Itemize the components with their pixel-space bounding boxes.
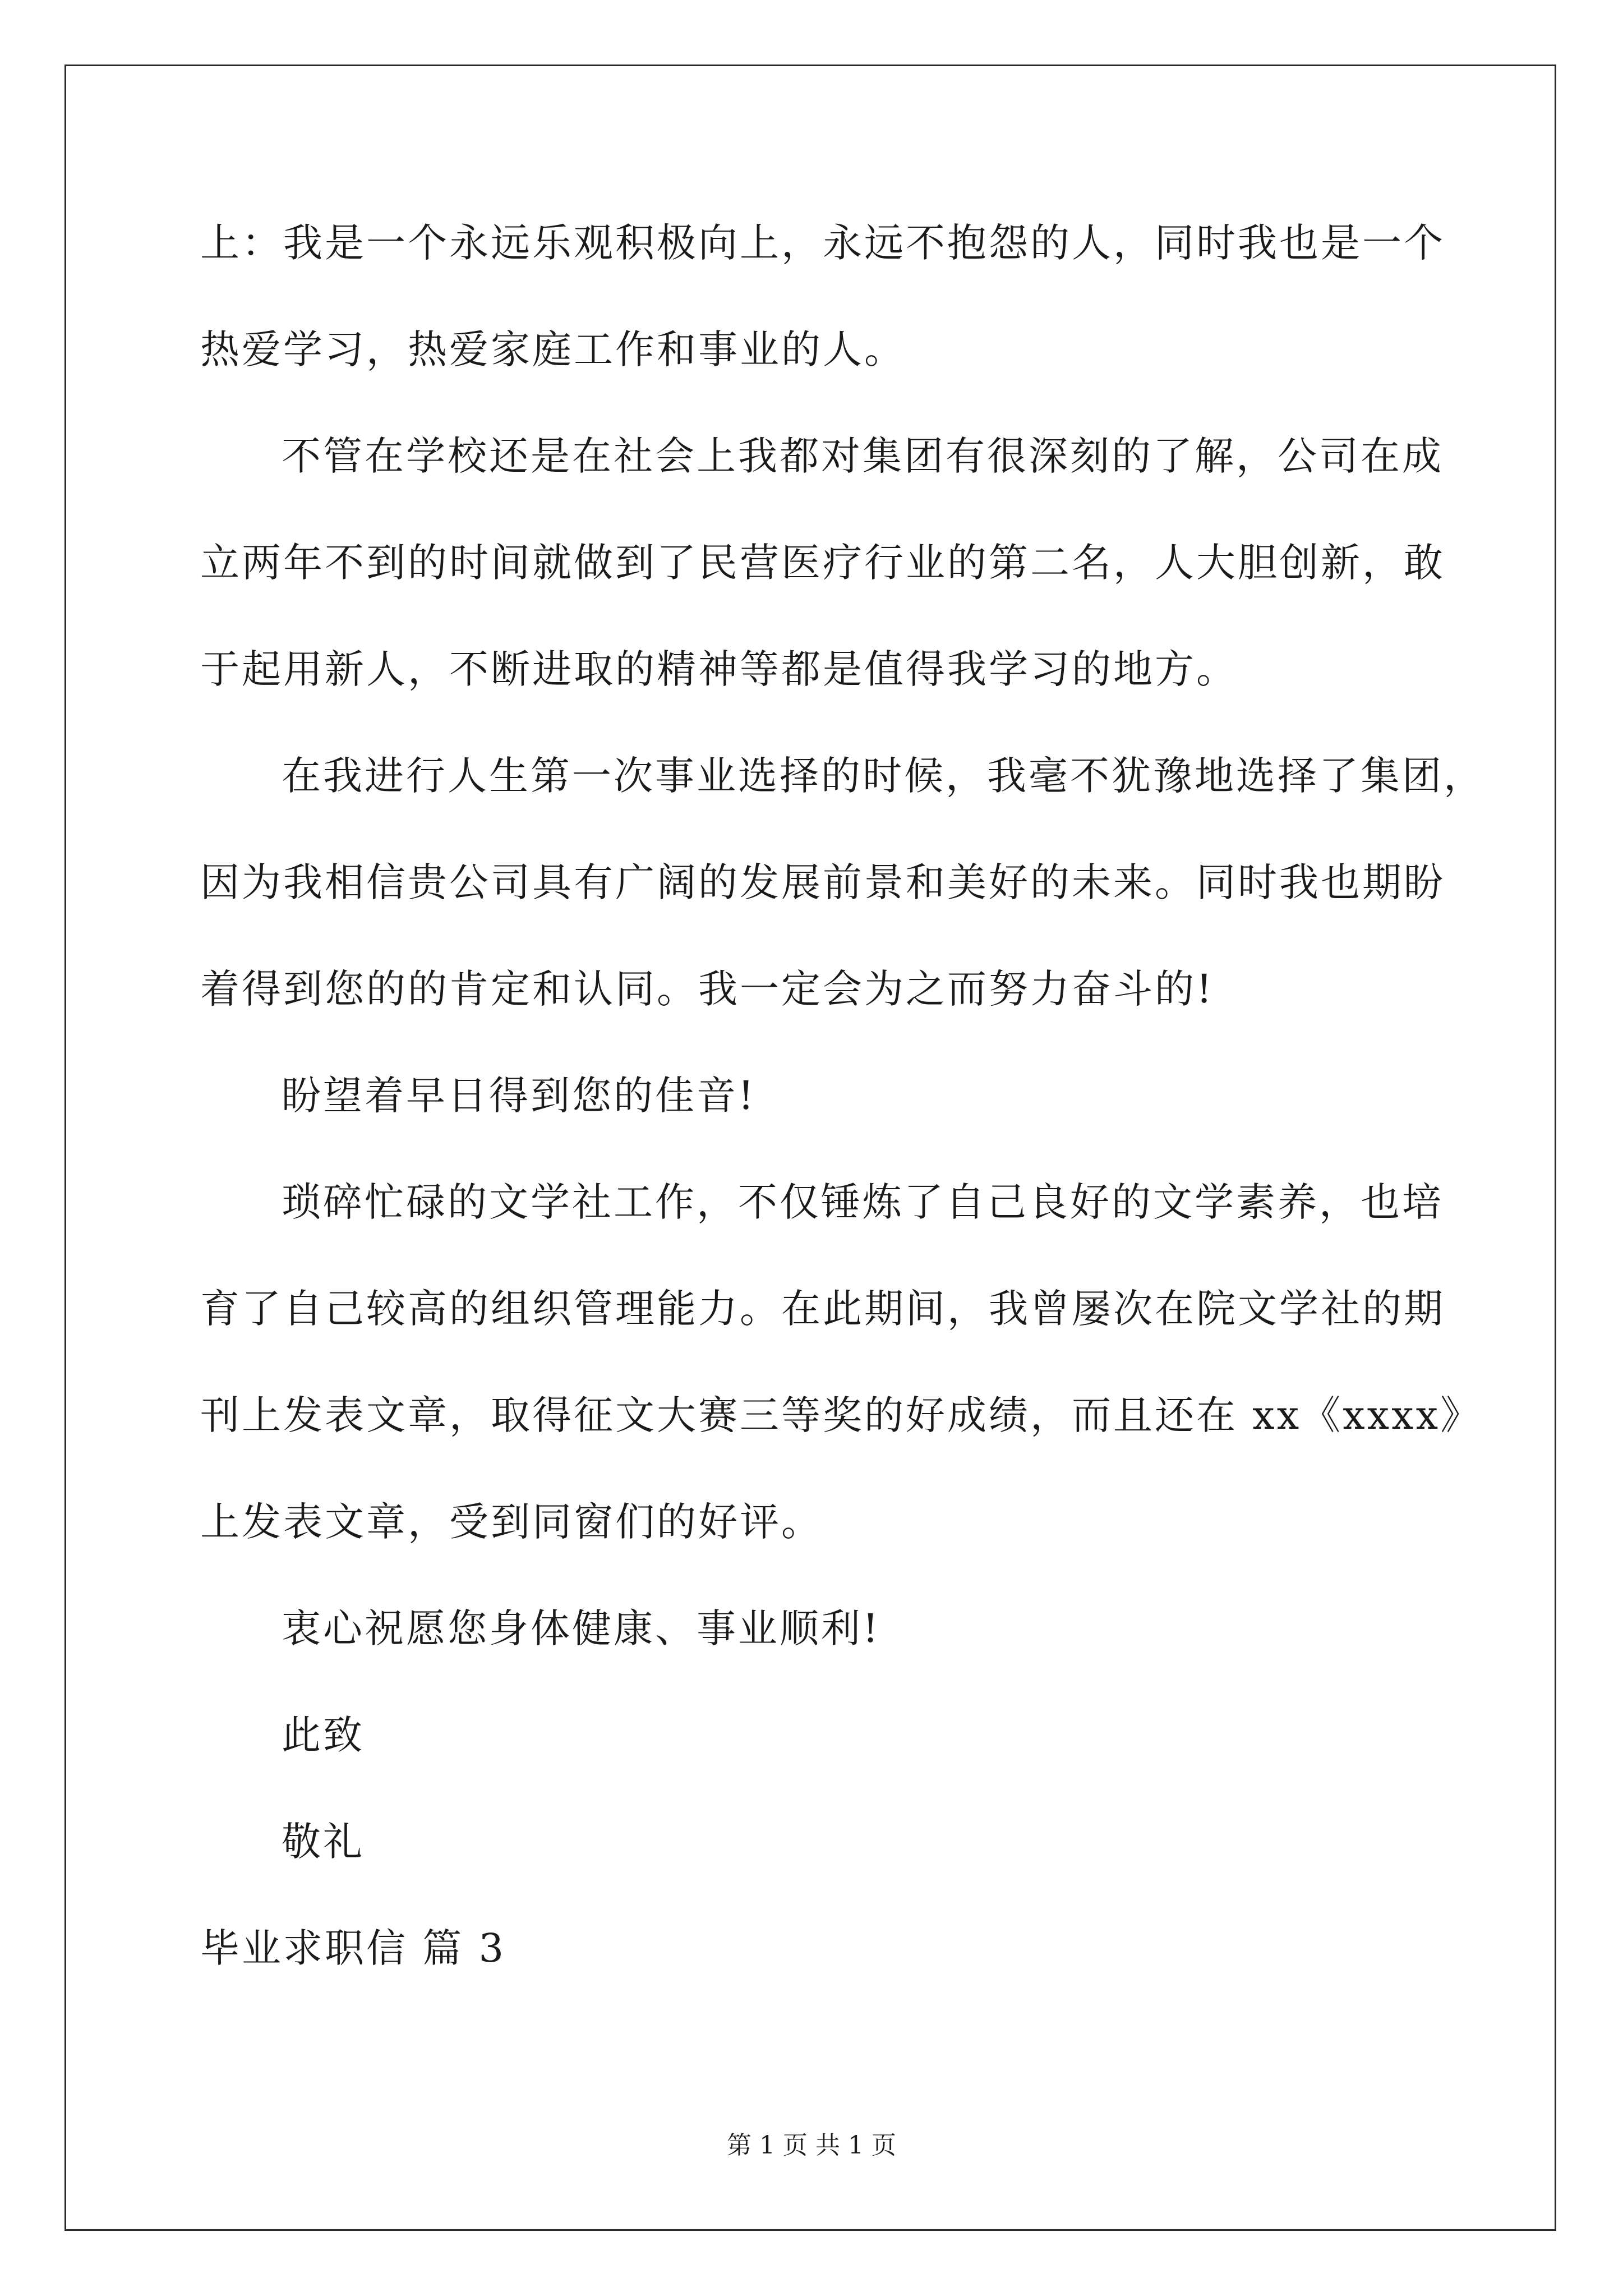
closing-wish: 衷心祝愿您身体健康、事业顺利!	[282, 1605, 881, 1651]
text-line: 于起用新人，不断进取的精神等都是值得我学习的地方。	[200, 646, 1238, 692]
text-line: 刊上发表文章，取得征文大赛三等奖的好成绩，而且还在 xx《xxxx》	[200, 1392, 1482, 1438]
paragraph-start: 在我进行人生第一次事业选择的时候，我毫不犹豫地选择了集团，	[282, 753, 1485, 799]
closing-regards: 敬礼	[282, 1819, 365, 1865]
text-line: 上发表文章，受到同窗们的好评。	[200, 1499, 823, 1545]
paragraph-start: 不管在学校还是在社会上我都对集团有很深刻的了解，公司在成	[282, 433, 1444, 479]
section-heading: 毕业求职信 篇 3	[200, 1925, 506, 1971]
page-border	[64, 65, 1556, 2231]
closing-salutation: 此致	[282, 1712, 365, 1758]
text-line: 育了自己较高的组织管理能力。在此期间，我曾屡次在院文学社的期	[200, 1286, 1445, 1332]
text-line: 着得到您的的肯定和认同。我一定会为之而努力奋斗的!	[200, 966, 1215, 1012]
text-line: 上：我是一个永远乐观积极向上，永远不抱怨的人，同时我也是一个	[200, 220, 1445, 266]
text-line: 热爱学习，热爱家庭工作和事业的人。	[200, 326, 906, 372]
paragraph-start: 琐碎忙碌的文学社工作，不仅锤炼了自己良好的文学素养，也培	[282, 1179, 1444, 1225]
paragraph-start: 盼望着早日得到您的佳音!	[282, 1073, 757, 1119]
page-footer: 第 1 页 共 1 页	[727, 2131, 896, 2160]
text-line: 因为我相信贵公司具有广阔的发展前景和美好的未来。同时我也期盼	[200, 859, 1445, 905]
text-line: 立两年不到的时间就做到了民营医疗行业的第二名，人大胆创新，敢	[200, 540, 1445, 586]
